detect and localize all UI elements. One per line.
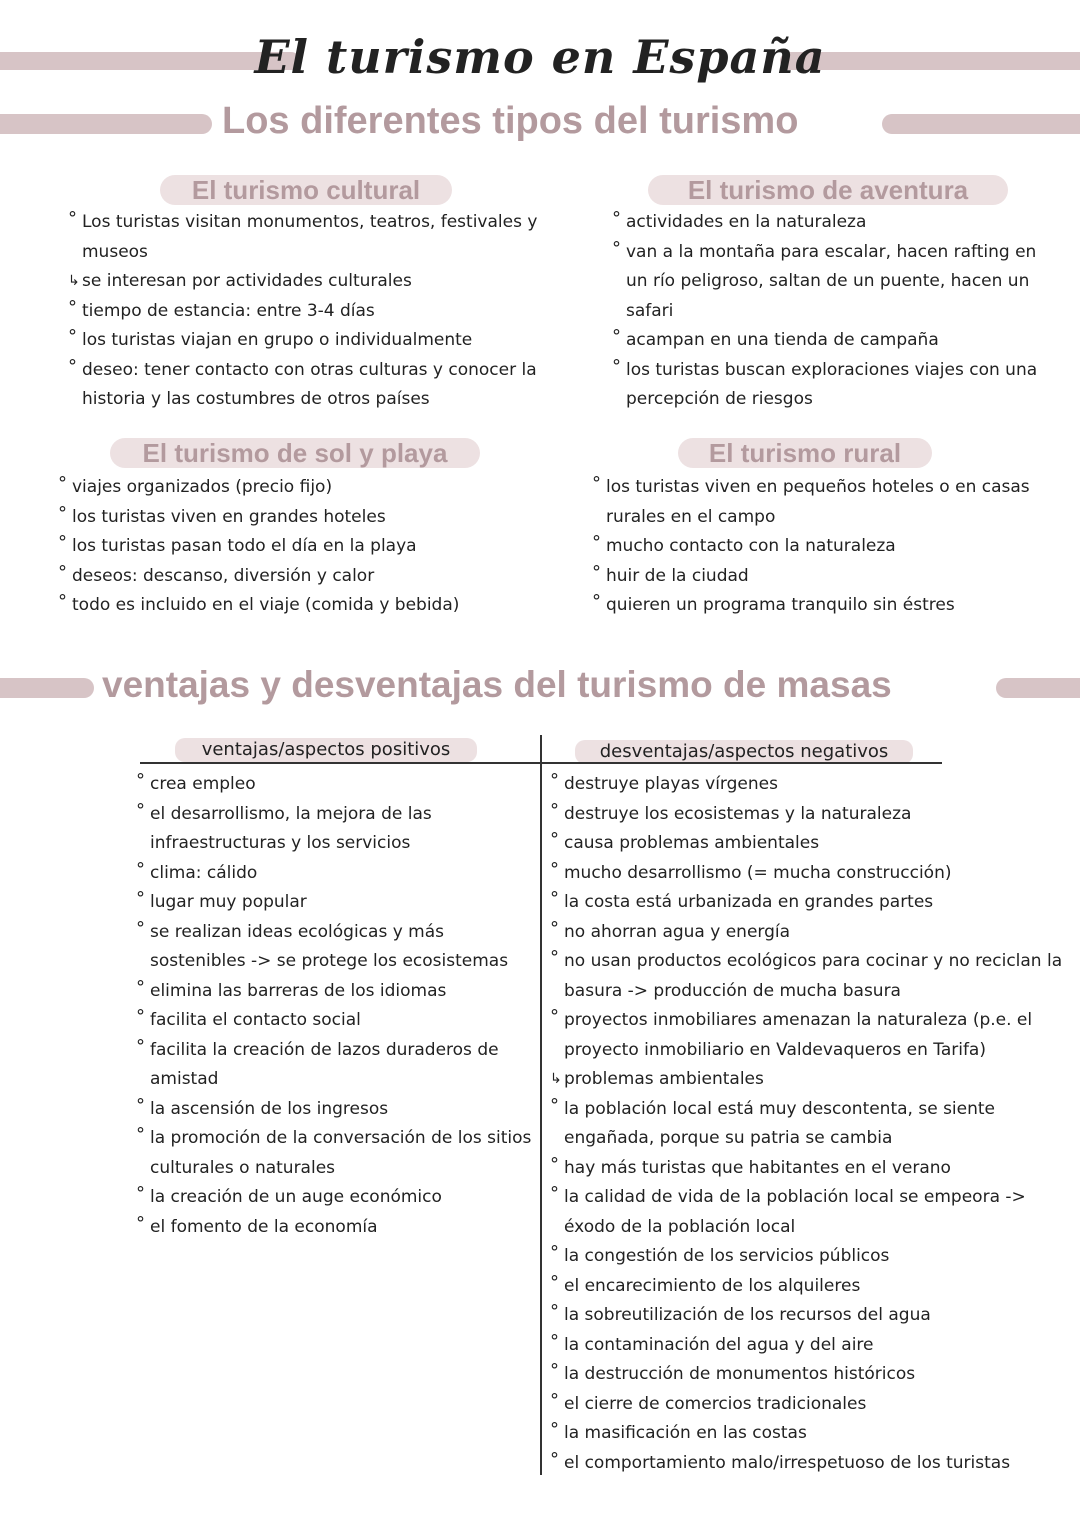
list-item: ° el desarrollismo, la mejora de las infraestructuras y los servicios (136, 800, 534, 859)
list-item: ° huir de la ciudad (592, 562, 1037, 592)
list-item: ° no usan productos ecológicos para cocinar y no reciclan la basura -> producción de mucha basura (550, 947, 1072, 1006)
list-item: ° la creación de un auge económico (136, 1183, 534, 1213)
list-item: ° elimina las barreras de los idiomas (136, 977, 534, 1007)
list-item: ° tiempo de estancia: entre 3-4 días (68, 297, 573, 327)
aventura-list (612, 208, 1042, 415)
list-item: ° crea empleo (136, 770, 534, 800)
section1-band-left (0, 114, 212, 134)
list-item: ° Los turistas visitan monumentos, teatros, festivales y museos (68, 208, 573, 267)
aventura-title: El turismo de aventura (648, 175, 1008, 205)
list-item: ° la ascensión de los ingresos (136, 1095, 534, 1125)
list-item: ° el fomento de la economía (136, 1213, 534, 1243)
list-item: ° clima: cálido (136, 859, 534, 889)
list-item: ° destruye los ecosistemas y la naturaleza (550, 800, 1072, 830)
list-item: ° actividades en la naturaleza (612, 208, 1042, 238)
list-item: ° los turistas buscan exploraciones viajes con una percepción de riesgos (612, 356, 1042, 415)
list-item: ° viajes organizados (precio fijo) (58, 473, 548, 503)
ventajas-title: ventajas/aspectos positivos (175, 738, 477, 762)
cultural-title: El turismo cultural (160, 175, 452, 205)
section2-band-left (0, 678, 94, 698)
solplaya-list (58, 473, 548, 621)
desventajas-list (550, 770, 1072, 1478)
list-item: ° la sobreutilización de los recursos del agua (550, 1301, 1072, 1331)
list-item: ↳ se interesan por actividades culturales (68, 267, 573, 297)
list-item: ° facilita la creación de lazos duraderos de amistad (136, 1036, 534, 1095)
list-item: ° los turistas pasan todo el día en la playa (58, 532, 548, 562)
list-item: ° van a la montaña para escalar, hacen rafting en un río peligroso, saltan de un puente, hacen un safari (612, 238, 1042, 327)
list-item: ° deseo: tener contacto con otras culturas y conocer la historia y las costumbres de otros países (68, 356, 573, 415)
list-item: ° la contaminación del agua y del aire (550, 1331, 1072, 1361)
list-item: ° mucho contacto con la naturaleza (592, 532, 1037, 562)
section2-heading: ventajas y desventajas del turismo de masas (102, 664, 892, 705)
list-item: ° la calidad de vida de la población local se empeora -> éxodo de la población local (550, 1183, 1072, 1242)
list-item: ° proyectos inmobiliares amenazan la naturaleza (p.e. el proyecto inmobiliario en Valdevaqueros en Tarifa) (550, 1006, 1072, 1065)
table-divider (540, 735, 542, 1475)
list-item: ° todo es incluido en el viaje (comida y bebida) (58, 591, 548, 621)
list-item: ° los turistas viajan en grupo o individualmente (68, 326, 573, 356)
ventajas-list (136, 770, 534, 1242)
list-item: ° el comportamiento malo/irrespetuoso de los turistas (550, 1449, 1072, 1479)
list-item: ° la destrucción de monumentos históricos (550, 1360, 1072, 1390)
desventajas-title: desventajas/aspectos negativos (575, 740, 913, 764)
list-item: ° los turistas viven en grandes hoteles (58, 503, 548, 533)
list-item: ° la congestión de los servicios públicos (550, 1242, 1072, 1272)
page-title: El turismo en España (254, 30, 826, 84)
list-item: ° la promoción de la conversación de los sitios culturales o naturales (136, 1124, 534, 1183)
list-item: ° lugar muy popular (136, 888, 534, 918)
list-item: ° destruye playas vírgenes (550, 770, 1072, 800)
rural-list (592, 473, 1037, 621)
list-item: ° el cierre de comercios tradicionales (550, 1390, 1072, 1420)
list-item: ° hay más turistas que habitantes en el verano (550, 1154, 1072, 1184)
list-item: ° el encarecimiento de los alquileres (550, 1272, 1072, 1302)
list-item: ↳ problemas ambientales (550, 1065, 1072, 1095)
section2-band-right (996, 678, 1080, 698)
list-item: ° facilita el contacto social (136, 1006, 534, 1036)
list-item: ° quieren un programa tranquilo sin éstres (592, 591, 1037, 621)
list-item: ° mucho desarrollismo (= mucha construcción) (550, 859, 1072, 889)
list-item: ° se realizan ideas ecológicas y más sostenibles -> se protege los ecosistemas (136, 918, 534, 977)
solplaya-title: El turismo de sol y playa (110, 438, 480, 468)
list-item: ° causa problemas ambientales (550, 829, 1072, 859)
list-item: ° la costa está urbanizada en grandes partes (550, 888, 1072, 918)
section1-heading: Los diferentes tipos del turismo (222, 100, 799, 142)
rural-title: El turismo rural (678, 438, 932, 468)
list-item: ° la población local está muy descontenta, se siente engañada, porque su patria se cambia (550, 1095, 1072, 1154)
list-item: ° no ahorran agua y energía (550, 918, 1072, 948)
list-item: ° la masificación en las costas (550, 1419, 1072, 1449)
section1-band-right (882, 114, 1080, 134)
list-item: ° deseos: descanso, diversión y calor (58, 562, 548, 592)
list-item: ° acampan en una tienda de campaña (612, 326, 1042, 356)
cultural-list (68, 208, 573, 415)
list-item: ° los turistas viven en pequeños hoteles o en casas rurales en el campo (592, 473, 1037, 532)
